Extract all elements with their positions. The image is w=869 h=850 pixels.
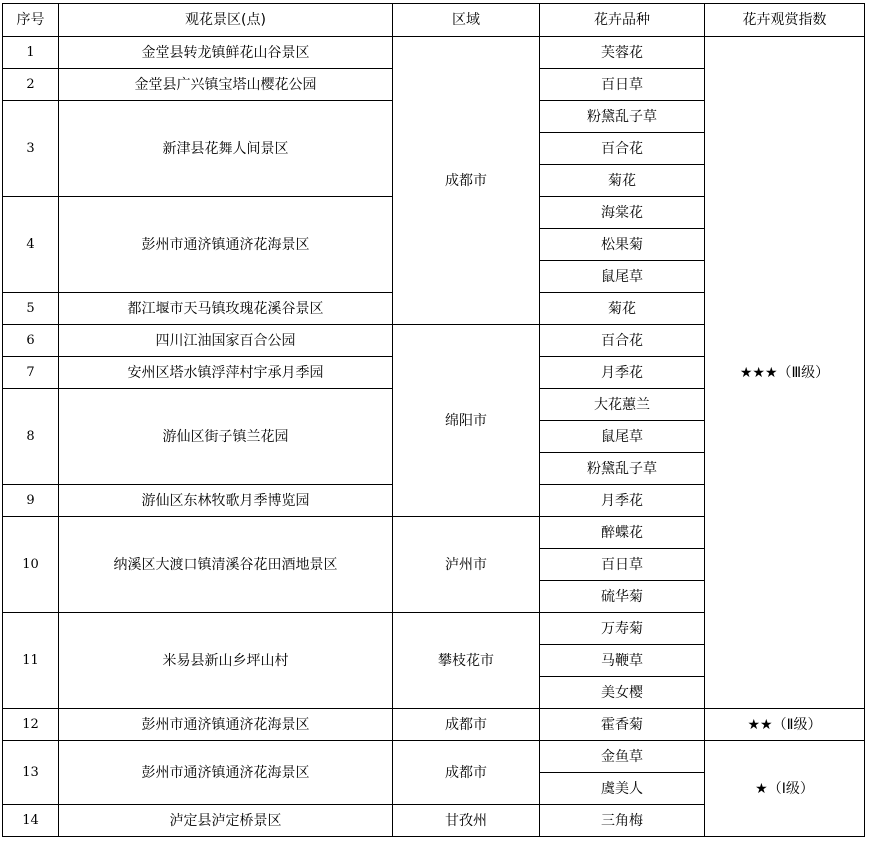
flower-variety: 硫华菊: [540, 581, 705, 613]
row-number: 6: [3, 325, 59, 357]
scenic-spot: 泸定县泸定桥景区: [59, 805, 393, 837]
flower-variety: 鼠尾草: [540, 421, 705, 453]
row-number: 9: [3, 485, 59, 517]
scenic-spot: 纳溪区大渡口镇清溪谷花田酒地景区: [59, 517, 393, 613]
table-row: [3, 37, 865, 69]
flower-variety: 醉蝶花: [540, 517, 705, 549]
row-number: 1: [3, 37, 59, 69]
flower-variety: 三角梅: [540, 805, 705, 837]
header-flower-variety: 花卉品种: [540, 4, 705, 37]
scenic-spot: 游仙区街子镇兰花园: [59, 389, 393, 485]
row-number: 8: [3, 389, 59, 485]
table-row: [3, 741, 865, 773]
region-cell: 绵阳市: [393, 325, 540, 517]
flower-variety: 菊花: [540, 165, 705, 197]
row-number: 4: [3, 197, 59, 293]
region-cell: 甘孜州: [393, 805, 540, 837]
row-number: 3: [3, 101, 59, 197]
flower-variety: 鼠尾草: [540, 261, 705, 293]
scenic-spot: 彭州市通济镇通济花海景区: [59, 741, 393, 805]
header-serial: 序号: [3, 4, 59, 37]
row-number: 13: [3, 741, 59, 805]
scenic-spot: 彭州市通济镇通济花海景区: [59, 709, 393, 741]
scenic-spot: 金堂县广兴镇宝塔山樱花公园: [59, 69, 393, 101]
rating-cell: ★（Ⅰ级）: [705, 741, 865, 837]
scenic-spot: 游仙区东林牧歌月季博览园: [59, 485, 393, 517]
flower-variety: 月季花: [540, 485, 705, 517]
flower-variety: 芙蓉花: [540, 37, 705, 69]
flower-variety: 霍香菊: [540, 709, 705, 741]
header-scenic-spot: 观花景区(点): [59, 4, 393, 37]
scenic-spot: 金堂县转龙镇鲜花山谷景区: [59, 37, 393, 69]
row-number: 11: [3, 613, 59, 709]
scenic-spot: 彭州市通济镇通济花海景区: [59, 197, 393, 293]
flower-variety: 金鱼草: [540, 741, 705, 773]
flower-variety: 美女樱: [540, 677, 705, 709]
scenic-spot: 米易县新山乡坪山村: [59, 613, 393, 709]
header-region: 区域: [393, 4, 540, 37]
flower-variety: 菊花: [540, 293, 705, 325]
row-number: 10: [3, 517, 59, 613]
flower-viewing-table: [2, 3, 865, 837]
row-number: 14: [3, 805, 59, 837]
flower-variety: 海棠花: [540, 197, 705, 229]
flower-variety: 马鞭草: [540, 645, 705, 677]
row-number: 5: [3, 293, 59, 325]
rating-cell: ★★★（Ⅲ级）: [705, 37, 865, 709]
scenic-spot: 都江堰市天马镇玫瑰花溪谷景区: [59, 293, 393, 325]
region-cell: 成都市: [393, 709, 540, 741]
flower-variety: 大花蕙兰: [540, 389, 705, 421]
header-viewing-index: 花卉观赏指数: [705, 4, 865, 37]
region-cell: 泸州市: [393, 517, 540, 613]
header-row: [3, 4, 865, 37]
flower-variety: 月季花: [540, 357, 705, 389]
flower-variety: 松果菊: [540, 229, 705, 261]
flower-variety: 百日草: [540, 69, 705, 101]
row-number: 7: [3, 357, 59, 389]
table-row: [3, 709, 865, 741]
scenic-spot: 四川江油国家百合公园: [59, 325, 393, 357]
region-cell: 成都市: [393, 741, 540, 805]
region-cell: 成都市: [393, 37, 540, 325]
flower-variety: 粉黛乱子草: [540, 101, 705, 133]
flower-variety: 百日草: [540, 549, 705, 581]
scenic-spot: 新津县花舞人间景区: [59, 101, 393, 197]
flower-variety: 粉黛乱子草: [540, 453, 705, 485]
row-number: 12: [3, 709, 59, 741]
row-number: 2: [3, 69, 59, 101]
flower-variety: 虞美人: [540, 773, 705, 805]
rating-cell: ★★（Ⅱ级）: [705, 709, 865, 741]
flower-variety: 百合花: [540, 325, 705, 357]
scenic-spot: 安州区塔水镇浮萍村宇承月季园: [59, 357, 393, 389]
flower-variety: 万寿菊: [540, 613, 705, 645]
region-cell: 攀枝花市: [393, 613, 540, 709]
flower-variety: 百合花: [540, 133, 705, 165]
